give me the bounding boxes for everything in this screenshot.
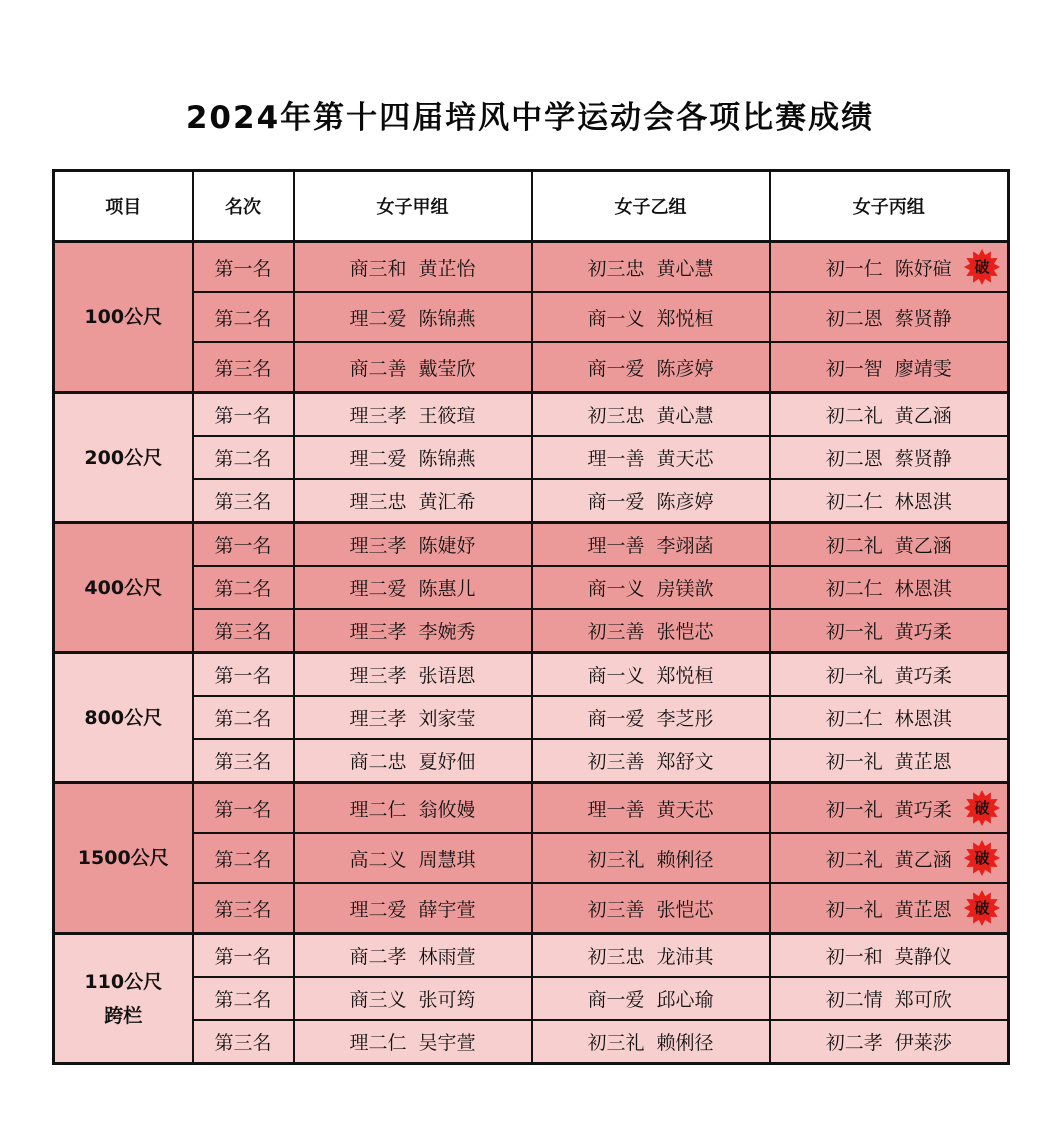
athlete-class: 理二爱: [349, 448, 407, 470]
table-row: [54, 783, 1009, 834]
athlete-class: 理三孝: [349, 621, 407, 643]
athlete-name: 刘家莹: [418, 708, 476, 730]
table-row: [54, 436, 1009, 479]
rank: 第一名: [193, 523, 294, 567]
athlete-name: 郑悦桓: [656, 307, 714, 330]
table-row: [54, 242, 1009, 293]
athlete-name: 赖俐径: [656, 1032, 714, 1054]
rank: 第二名: [193, 696, 294, 739]
event-name: [54, 523, 193, 653]
event-name: [54, 783, 193, 934]
athlete-class: 初一礼: [825, 751, 883, 773]
athlete-cell: [294, 1020, 532, 1064]
athlete-name: 薛宇萱: [418, 898, 476, 921]
athlete-cell: [770, 739, 1009, 783]
athlete-name: 陈锦燕: [418, 448, 476, 470]
athlete-name: 林恩淇: [894, 708, 952, 730]
header-group-a: 女子甲组: [294, 171, 532, 242]
rank: 第三名: [193, 739, 294, 783]
event-name: [54, 242, 193, 393]
athlete-class: 初一礼: [825, 665, 883, 687]
athlete-class: 初三忠: [587, 257, 645, 280]
athlete-name: 黄芷恩: [894, 751, 952, 773]
athlete-class: 理三孝: [349, 535, 407, 557]
athlete-class: 商二孝: [349, 946, 407, 968]
rank: 第一名: [193, 653, 294, 697]
athlete-class: 高二义: [349, 848, 407, 871]
athlete-class: 初二礼: [825, 405, 883, 427]
rank: 第三名: [193, 609, 294, 653]
athlete-cell: [532, 833, 770, 883]
athlete-class: 初二仁: [825, 578, 883, 600]
athlete-name: 莫静仪: [894, 946, 952, 968]
athlete-name: 林雨萱: [418, 946, 476, 968]
athlete-class: 初二礼: [825, 848, 883, 871]
event-group: [54, 934, 1009, 1064]
table-row: [54, 739, 1009, 783]
athlete-cell: [770, 242, 1009, 293]
athlete-name: 郑可欣: [894, 989, 952, 1011]
athlete-cell: [770, 342, 1009, 393]
athlete-cell: [770, 977, 1009, 1020]
athlete-class: 商一义: [587, 307, 645, 330]
athlete-cell: [294, 523, 532, 567]
rank: 第二名: [193, 292, 294, 342]
athlete-name: 陈彦婷: [656, 491, 714, 513]
athlete-name: 翁攸嫚: [418, 798, 476, 821]
event-name: [54, 934, 193, 1064]
athlete-cell: [294, 934, 532, 978]
table-row: [54, 479, 1009, 523]
athlete-cell: [770, 523, 1009, 567]
record-badge-label: 破: [974, 258, 990, 276]
header-group-c: 女子丙组: [770, 171, 1009, 242]
rank: 第一名: [193, 242, 294, 293]
athlete-cell: [770, 833, 1009, 883]
athlete-class: 初一礼: [825, 798, 883, 821]
athlete-name: 张恺芯: [656, 898, 714, 921]
athlete-cell: [294, 479, 532, 523]
athlete-class: 商一义: [587, 665, 645, 687]
athlete-cell: [532, 609, 770, 653]
record-badge: [963, 248, 1001, 286]
athlete-class: 商一爱: [587, 708, 645, 730]
athlete-class: 理三孝: [349, 405, 407, 427]
athlete-cell: [532, 783, 770, 834]
athlete-class: 商二善: [349, 357, 407, 380]
athlete-class: 初二孝: [825, 1032, 883, 1054]
athlete-class: 初二仁: [825, 708, 883, 730]
athlete-cell: [294, 436, 532, 479]
athlete-name: 周慧琪: [418, 848, 476, 871]
athlete-cell: [532, 242, 770, 293]
athlete-class: 商一爱: [587, 989, 645, 1011]
athlete-name: 黄天芯: [656, 448, 714, 470]
athlete-name: 黄天芯: [656, 798, 714, 821]
athlete-class: 理三孝: [349, 708, 407, 730]
athlete-name: 黄心慧: [656, 257, 714, 280]
athlete-cell: [532, 479, 770, 523]
athlete-name: 伊莱莎: [894, 1032, 952, 1054]
athlete-cell: [532, 883, 770, 934]
record-badge-label: 破: [974, 799, 990, 817]
rank: 第二名: [193, 436, 294, 479]
athlete-name: 林恩淇: [894, 491, 952, 513]
athlete-name: 蔡贤静: [894, 307, 952, 330]
athlete-cell: [770, 436, 1009, 479]
athlete-cell: [770, 292, 1009, 342]
event-name: [54, 653, 193, 783]
athlete-cell: [294, 609, 532, 653]
rank: 第三名: [193, 1020, 294, 1064]
rank: 第一名: [193, 934, 294, 978]
event-name-line: 200公尺: [84, 446, 163, 469]
table-row: [54, 292, 1009, 342]
athlete-class: 理一善: [587, 448, 645, 470]
athlete-cell: [532, 696, 770, 739]
page-title: 2024年第十四届培风中学运动会各项比赛成绩: [185, 100, 875, 136]
athlete-name: 吴宇萱: [418, 1032, 476, 1054]
athlete-class: 理一善: [587, 798, 645, 821]
athlete-class: 理二爱: [349, 898, 407, 921]
athlete-cell: [532, 653, 770, 697]
athlete-class: 初三忠: [587, 946, 645, 968]
athlete-class: 初三善: [587, 751, 645, 773]
table-row: [54, 523, 1009, 567]
rank: 第三名: [193, 479, 294, 523]
athlete-name: 黄汇希: [418, 491, 476, 513]
athlete-name: 郑悦桓: [656, 665, 714, 687]
athlete-class: 初一仁: [825, 257, 883, 280]
athlete-class: 初一礼: [825, 621, 883, 643]
athlete-cell: [294, 242, 532, 293]
athlete-cell: [770, 609, 1009, 653]
athlete-name: 陈彦婷: [656, 357, 714, 380]
athlete-class: 初三礼: [587, 848, 645, 871]
athlete-name: 黄乙涵: [894, 405, 952, 427]
table-row: [54, 393, 1009, 437]
athlete-class: 理二仁: [349, 1032, 407, 1054]
table-row: [54, 977, 1009, 1020]
table-row: [54, 934, 1009, 978]
athlete-cell: [532, 393, 770, 437]
athlete-class: 商三和: [349, 257, 407, 280]
athlete-name: 陈妤碹: [894, 257, 952, 280]
event-group: [54, 653, 1009, 783]
athlete-name: 李芝彤: [656, 708, 714, 730]
athlete-class: 初三善: [587, 621, 645, 643]
rank: 第二名: [193, 833, 294, 883]
athlete-cell: [532, 566, 770, 609]
table-row: [54, 342, 1009, 393]
athlete-name: 赖俐径: [656, 848, 714, 871]
athlete-name: 郑舒文: [656, 751, 714, 773]
athlete-name: 陈惠儿: [418, 578, 476, 600]
table-row: [54, 609, 1009, 653]
event-group: [54, 523, 1009, 653]
athlete-class: 初二仁: [825, 491, 883, 513]
athlete-class: 理三孝: [349, 665, 407, 687]
athlete-cell: [770, 883, 1009, 934]
athlete-cell: [294, 393, 532, 437]
athlete-cell: [294, 566, 532, 609]
athlete-cell: [294, 342, 532, 393]
athlete-cell: [532, 739, 770, 783]
athlete-cell: [294, 883, 532, 934]
athlete-class: 初一礼: [825, 898, 883, 921]
athlete-name: 李婉秀: [418, 621, 476, 643]
athlete-class: 理二爱: [349, 578, 407, 600]
event-name-line: 跨栏: [104, 1004, 143, 1027]
event-group: [54, 393, 1009, 523]
athlete-cell: [770, 783, 1009, 834]
athlete-name: 龙沛其: [656, 946, 714, 968]
event-name-line: 100公尺: [84, 306, 163, 328]
record-badge-label: 破: [974, 849, 990, 867]
athlete-name: 黄乙涵: [894, 848, 952, 871]
athlete-cell: [532, 436, 770, 479]
athlete-class: 理三忠: [349, 491, 407, 513]
athlete-name: 陈锦燕: [418, 307, 476, 330]
athlete-cell: [532, 934, 770, 978]
table-row: [54, 883, 1009, 934]
athlete-name: 黄巧柔: [894, 798, 952, 821]
athlete-cell: [294, 783, 532, 834]
athlete-name: 廖靖雯: [894, 357, 952, 380]
record-badge-label: 破: [974, 899, 990, 917]
athlete-name: 张恺芯: [656, 621, 714, 643]
athlete-cell: [532, 342, 770, 393]
event-group: [54, 242, 1009, 393]
athlete-name: 黄巧柔: [894, 665, 952, 687]
table-row: [54, 833, 1009, 883]
athlete-class: 商二忠: [349, 751, 407, 773]
record-badge: [963, 889, 1001, 927]
athlete-cell: [532, 977, 770, 1020]
athlete-class: 理二仁: [349, 798, 407, 821]
athlete-class: 商一爱: [587, 357, 645, 380]
athlete-cell: [770, 1020, 1009, 1064]
athlete-name: 黄巧柔: [894, 621, 952, 643]
athlete-class: 初二恩: [825, 307, 883, 330]
rank: 第一名: [193, 783, 294, 834]
athlete-name: 夏妤佃: [418, 751, 476, 773]
athlete-cell: [294, 696, 532, 739]
athlete-class: 初二恩: [825, 448, 883, 470]
record-badge: [963, 789, 1001, 827]
athlete-class: 初一智: [825, 357, 883, 380]
event-group: [54, 783, 1009, 934]
athlete-name: 黄芷恩: [894, 898, 952, 921]
event-name: [54, 393, 193, 523]
table-row: [54, 1020, 1009, 1064]
athlete-cell: [532, 292, 770, 342]
athlete-class: 商一义: [587, 578, 645, 600]
athlete-cell: [770, 653, 1009, 697]
athlete-cell: [294, 653, 532, 697]
athlete-name: 林恩淇: [894, 578, 952, 600]
athlete-name: 张语恩: [418, 665, 476, 687]
athlete-name: 房镁歆: [656, 578, 714, 600]
rank: 第一名: [193, 393, 294, 437]
athlete-name: 戴莹欣: [418, 357, 476, 380]
athlete-cell: [532, 1020, 770, 1064]
athlete-class: 初三礼: [587, 1032, 645, 1054]
athlete-cell: [294, 977, 532, 1020]
athlete-name: 李翊菡: [656, 535, 714, 557]
athlete-cell: [294, 833, 532, 883]
athlete-cell: [294, 739, 532, 783]
athlete-name: 邱心瑜: [656, 989, 714, 1011]
event-name-line: 1500公尺: [77, 847, 169, 869]
athlete-cell: [770, 566, 1009, 609]
athlete-class: 初二情: [825, 989, 883, 1011]
athlete-cell: [770, 393, 1009, 437]
athlete-name: 黄心慧: [656, 405, 714, 427]
athlete-name: 陈婕妤: [418, 535, 476, 557]
athlete-name: 王筱瑄: [418, 405, 476, 427]
athlete-class: 初一和: [825, 946, 883, 968]
rank: 第二名: [193, 566, 294, 609]
header-rank: 名次: [193, 171, 294, 242]
athlete-name: 黄芷怡: [418, 257, 476, 280]
athlete-name: 张可筠: [418, 989, 476, 1011]
athlete-class: 商三义: [349, 989, 407, 1011]
rank: 第三名: [193, 342, 294, 393]
athlete-class: 初三善: [587, 898, 645, 921]
header-group-b: 女子乙组: [532, 171, 770, 242]
athlete-class: 理一善: [587, 535, 645, 557]
event-name-line: 110公尺: [84, 970, 163, 993]
table-row: [54, 566, 1009, 609]
results-table: [52, 169, 1010, 1065]
record-badge: [963, 839, 1001, 877]
athlete-name: 黄乙涵: [894, 535, 952, 557]
athlete-class: 理二爱: [349, 307, 407, 330]
rank: 第三名: [193, 883, 294, 934]
athlete-name: 蔡贤静: [894, 448, 952, 470]
athlete-cell: [532, 523, 770, 567]
table-row: [54, 653, 1009, 697]
athlete-cell: [770, 696, 1009, 739]
header-row: [54, 171, 1009, 242]
table-row: [54, 696, 1009, 739]
rank: 第二名: [193, 977, 294, 1020]
athlete-cell: [294, 292, 532, 342]
athlete-class: 商一爱: [587, 491, 645, 513]
athlete-cell: [770, 479, 1009, 523]
event-name-line: 800公尺: [84, 706, 163, 729]
header-event: 项目: [54, 171, 193, 242]
event-name-line: 400公尺: [84, 576, 163, 599]
athlete-cell: [770, 934, 1009, 978]
athlete-class: 初二礼: [825, 535, 883, 557]
athlete-class: 初三忠: [587, 405, 645, 427]
